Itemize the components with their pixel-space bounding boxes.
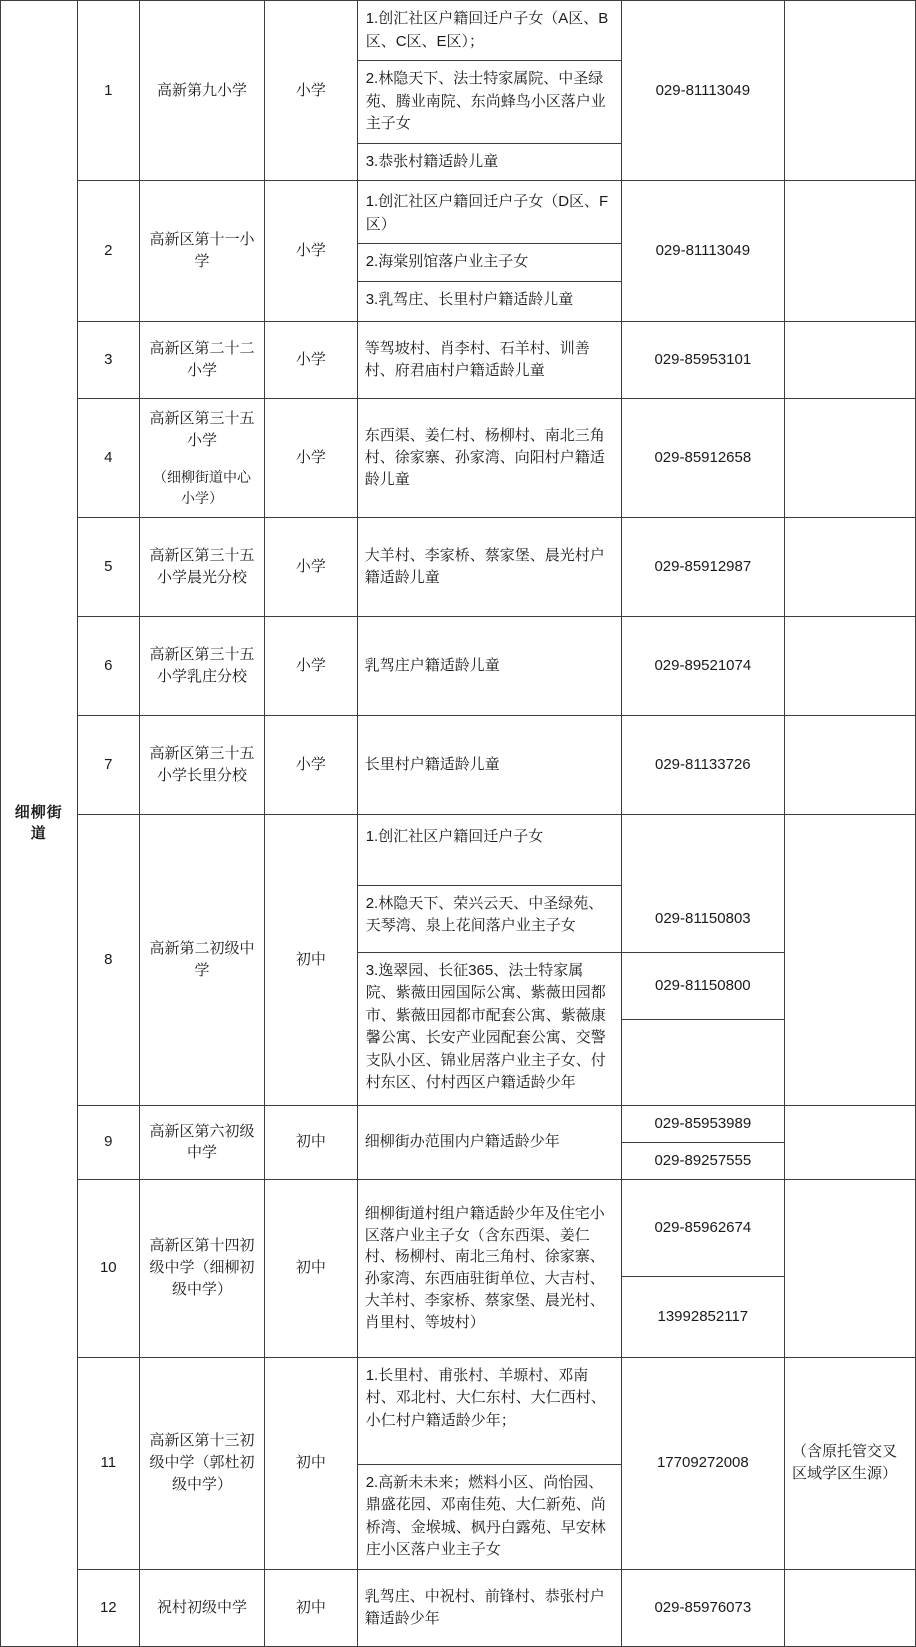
row-number: 11 <box>77 1357 139 1569</box>
enrollment-scope <box>357 1 621 181</box>
contact-phone: 029-81150803 <box>622 886 784 953</box>
remark <box>784 322 915 399</box>
school-name: 高新区第三十五小学乳庄分校 <box>140 617 265 716</box>
contact-phone-group <box>621 1179 784 1357</box>
contact-phone: 029-81113049 <box>621 1 784 181</box>
row-number: 10 <box>77 1179 139 1357</box>
enrollment-scope: 细柳街道村组户籍适龄少年及住宅小区落户业主子女（含东西渠、姜仁村、杨柳村、南北三角村、徐家寨、孙家湾、东西庙驻街单位、大吉村、大羊村、李家桥、蔡家堡、晨光村、肖里村、等坡村） <box>357 1179 621 1357</box>
table-row <box>1 716 916 815</box>
contact-phone-group <box>621 1106 784 1180</box>
row-number: 3 <box>77 322 139 399</box>
school-name: 高新区第三十五小学长里分校 <box>140 716 265 815</box>
row-number: 4 <box>77 399 139 518</box>
enrollment-scope: 长里村户籍适龄儿童 <box>357 716 621 815</box>
contact-phone: 029-81150800 <box>622 953 784 1020</box>
school-name: 高新第九小学 <box>140 1 265 181</box>
school-stage: 初中 <box>265 1106 358 1180</box>
school-stage: 小学 <box>265 322 358 399</box>
enrollment-scope: 细柳街办范围内户籍适龄少年 <box>357 1106 621 1180</box>
contact-phone: 029-85953989 <box>622 1106 784 1143</box>
table-row <box>1 322 916 399</box>
table-row <box>1 1106 916 1180</box>
enrollment-scope: 大羊村、李家桥、蔡家堡、晨光村户籍适龄儿童 <box>357 518 621 617</box>
school-name: 高新第二初级中学 <box>140 815 265 1106</box>
school-name: 高新区第十四初级中学（细柳初级中学） <box>140 1179 265 1357</box>
scope-line: 1.长里村、甫张村、羊塬村、邓南村、邓北村、大仁东村、大仁西村、小仁村户籍适龄少年； <box>358 1358 621 1465</box>
school-name: 高新区第十一小学 <box>140 181 265 322</box>
school-name: 高新区第十三初级中学（郭杜初级中学） <box>140 1357 265 1569</box>
table-row <box>1 1 916 181</box>
enrollment-scope: 乳驾庄、中祝村、前锋村、恭张村户籍适龄少年 <box>357 1569 621 1646</box>
school-name-cell <box>140 399 265 518</box>
remark <box>784 617 915 716</box>
scope-line: 3.逸翠园、长征365、法士特家属院、紫薇田园国际公寓、紫薇田园都市、紫薇田园都市配套公寓、紫薇康馨公寓、长安产业园配套公寓、交警支队小区、锦业居落户业主子女、付村东区、付村西区户籍适龄少年 <box>365 961 606 1091</box>
enrollment-scope: 东西渠、姜仁村、杨柳村、南北三角村、徐家寨、孙家湾、向阳村户籍适龄儿童 <box>357 399 621 518</box>
school-name: 高新区第三十五小学 <box>149 409 255 449</box>
contact-phone: 029-89521074 <box>621 617 784 716</box>
remark <box>784 716 915 815</box>
contact-phone: 029-85962674 <box>622 1180 784 1277</box>
row-number: 7 <box>77 716 139 815</box>
contact-phone: 029-85953101 <box>621 322 784 399</box>
enrollment-scope <box>357 181 621 322</box>
remark <box>784 518 915 617</box>
scope-line: 1.创汇社区户籍回迁户子女（D区、F区） <box>358 184 621 244</box>
remark: （含原托管交叉区域学区生源） <box>784 1357 915 1569</box>
enrollment-scope <box>357 815 621 1106</box>
table-row <box>1 518 916 617</box>
scope-line: 1.创汇社区户籍回迁户子女 <box>358 819 621 886</box>
contact-phone: 029-85912658 <box>621 399 784 518</box>
contact-phone-group <box>621 815 784 1106</box>
table-row <box>1 399 916 518</box>
school-stage: 小学 <box>265 181 358 322</box>
school-name: 高新区第六初级中学 <box>140 1106 265 1180</box>
school-stage: 小学 <box>265 518 358 617</box>
school-stage: 初中 <box>265 1569 358 1646</box>
row-number: 6 <box>77 617 139 716</box>
row-number: 9 <box>77 1106 139 1180</box>
table-row <box>1 1179 916 1357</box>
enrollment-scope: 等驾坡村、肖李村、石羊村、训善村、府君庙村户籍适龄儿童 <box>357 322 621 399</box>
street-name-cell: 细柳街道 <box>1 1 78 1647</box>
scope-line: 2.海棠别馆落户业主子女 <box>358 244 621 282</box>
remark <box>784 1106 915 1180</box>
school-stage: 小学 <box>265 1 358 181</box>
school-stage: 初中 <box>265 815 358 1106</box>
row-number: 1 <box>77 1 139 181</box>
school-name: 高新区第二十二小学 <box>140 322 265 399</box>
school-name: 高新区第三十五小学晨光分校 <box>140 518 265 617</box>
table-row <box>1 1357 916 1569</box>
row-number: 5 <box>77 518 139 617</box>
contact-phone: 13992852117 <box>657 1307 749 1325</box>
enrollment-scope <box>357 1357 621 1569</box>
scope-line: 3.恭张村籍适龄儿童 <box>365 152 499 170</box>
row-number: 12 <box>77 1569 139 1646</box>
scope-line: 3.乳驾庄、长里村户籍适龄儿童 <box>365 290 574 308</box>
contact-phone: 029-85976073 <box>621 1569 784 1646</box>
remark <box>784 815 915 1106</box>
school-alias: （细柳街道中心小学） <box>153 468 252 506</box>
table-row <box>1 181 916 322</box>
remark <box>784 1 915 181</box>
table-row <box>1 617 916 716</box>
remark <box>784 1569 915 1646</box>
scope-line: 2.林隐天下、荣兴云天、中圣绿苑、天琴湾、泉上花间落户业主子女 <box>358 886 621 953</box>
scope-line: 2.林隐天下、法士特家属院、中圣绿苑、腾业南院、东尚蜂鸟小区落户业主子女 <box>358 61 621 144</box>
remark <box>784 399 915 518</box>
school-stage: 初中 <box>265 1179 358 1357</box>
scope-line: 2.高新未未来；燃料小区、尚怡园、鼎盛花园、邓南佳苑、大仁新苑、尚桥湾、金堠城、枫丹白露苑、早安林庄小区落户业主子女 <box>365 1473 606 1558</box>
row-number: 8 <box>77 815 139 1106</box>
row-number: 2 <box>77 181 139 322</box>
school-stage: 初中 <box>265 1357 358 1569</box>
contact-phone: 029-81113049 <box>621 181 784 322</box>
contact-phone: 17709272008 <box>621 1357 784 1569</box>
contact-phone: 029-89257555 <box>654 1151 752 1169</box>
contact-phone: 029-85912987 <box>621 518 784 617</box>
enrollment-scope: 乳驾庄户籍适龄儿童 <box>357 617 621 716</box>
scope-line: 1.创汇社区户籍回迁户子女（A区、B区、C区、E区）； <box>358 1 621 61</box>
table-row <box>1 815 916 1106</box>
school-name: 祝村初级中学 <box>140 1569 265 1646</box>
remark <box>784 1179 915 1357</box>
school-stage: 小学 <box>265 716 358 815</box>
contact-phone: 029-81133726 <box>621 716 784 815</box>
contact-phone <box>622 1020 784 1034</box>
remark <box>784 181 915 322</box>
school-stage: 小学 <box>265 617 358 716</box>
table-row <box>1 1569 916 1646</box>
school-stage: 小学 <box>265 399 358 518</box>
